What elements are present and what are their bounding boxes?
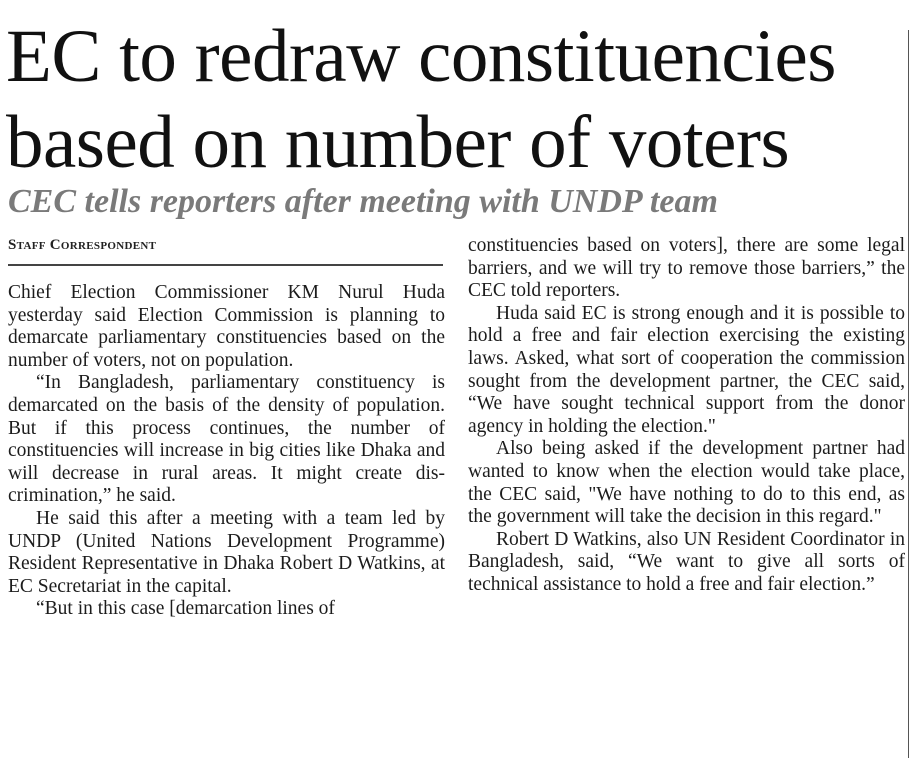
paragraph: He said this after a meeting with a team led by UNDP (United Nations Development Programme) Resident Representative in Dhaka Robert D Watkins, at EC Secretariat in the capital.: [8, 507, 445, 597]
paragraph: Huda said EC is strong enough and it is possible to hold a free and fair election exercising the existing laws. Asked, what sort of cooperation the commission sought from the development partner, the CEC said, “We have sought technical support from the donor agency in holding the election.": [468, 302, 905, 437]
paragraph: “In Bangladesh, parliamentary constituency is demarcated on the basis of the density of population. But if this process continues, the number of constituencies will increase in big cities like Dhaka and will decrease in rural areas. It might create discrimination,” he said.: [8, 372, 445, 507]
headline: [6, 14, 906, 186]
paragraph: Also being asked if the development partner had wanted to know when the election would take place, the CEC said, "We have nothing to do to this end, as the government will take the decision in this regard.": [468, 438, 905, 528]
paragraph-lead: Chief Election Commissioner KM Nurul Huda yesterday said Election Commission is planning to demarcate parliamentary constituencies based on the number of voters, not on population.: [8, 282, 445, 371]
subheadline: CEC tells reporters after meeting with UNDP team: [8, 183, 718, 220]
column-border-line: [908, 30, 909, 758]
headline-line-1: EC to redraw constituencies: [6, 15, 836, 98]
article-column-left: [8, 282, 445, 621]
paragraph-continued: constituencies based on voters], there are some legal barriers, and we will try to remove those barriers,” the CEC told reporters.: [468, 235, 905, 302]
article-column-right: [468, 235, 905, 597]
byline: Staff Correspondent: [8, 237, 157, 253]
byline-divider: [8, 264, 443, 266]
paragraph: Robert D Watkins, also UN Resident Coordinator in Bangladesh, said, “We want to give all sorts of technical assistance to hold a free and fair election.”: [468, 528, 905, 595]
paragraph: “But in this case [demarcation lines of: [36, 598, 335, 620]
headline-line-2: based on number of voters: [6, 101, 790, 184]
